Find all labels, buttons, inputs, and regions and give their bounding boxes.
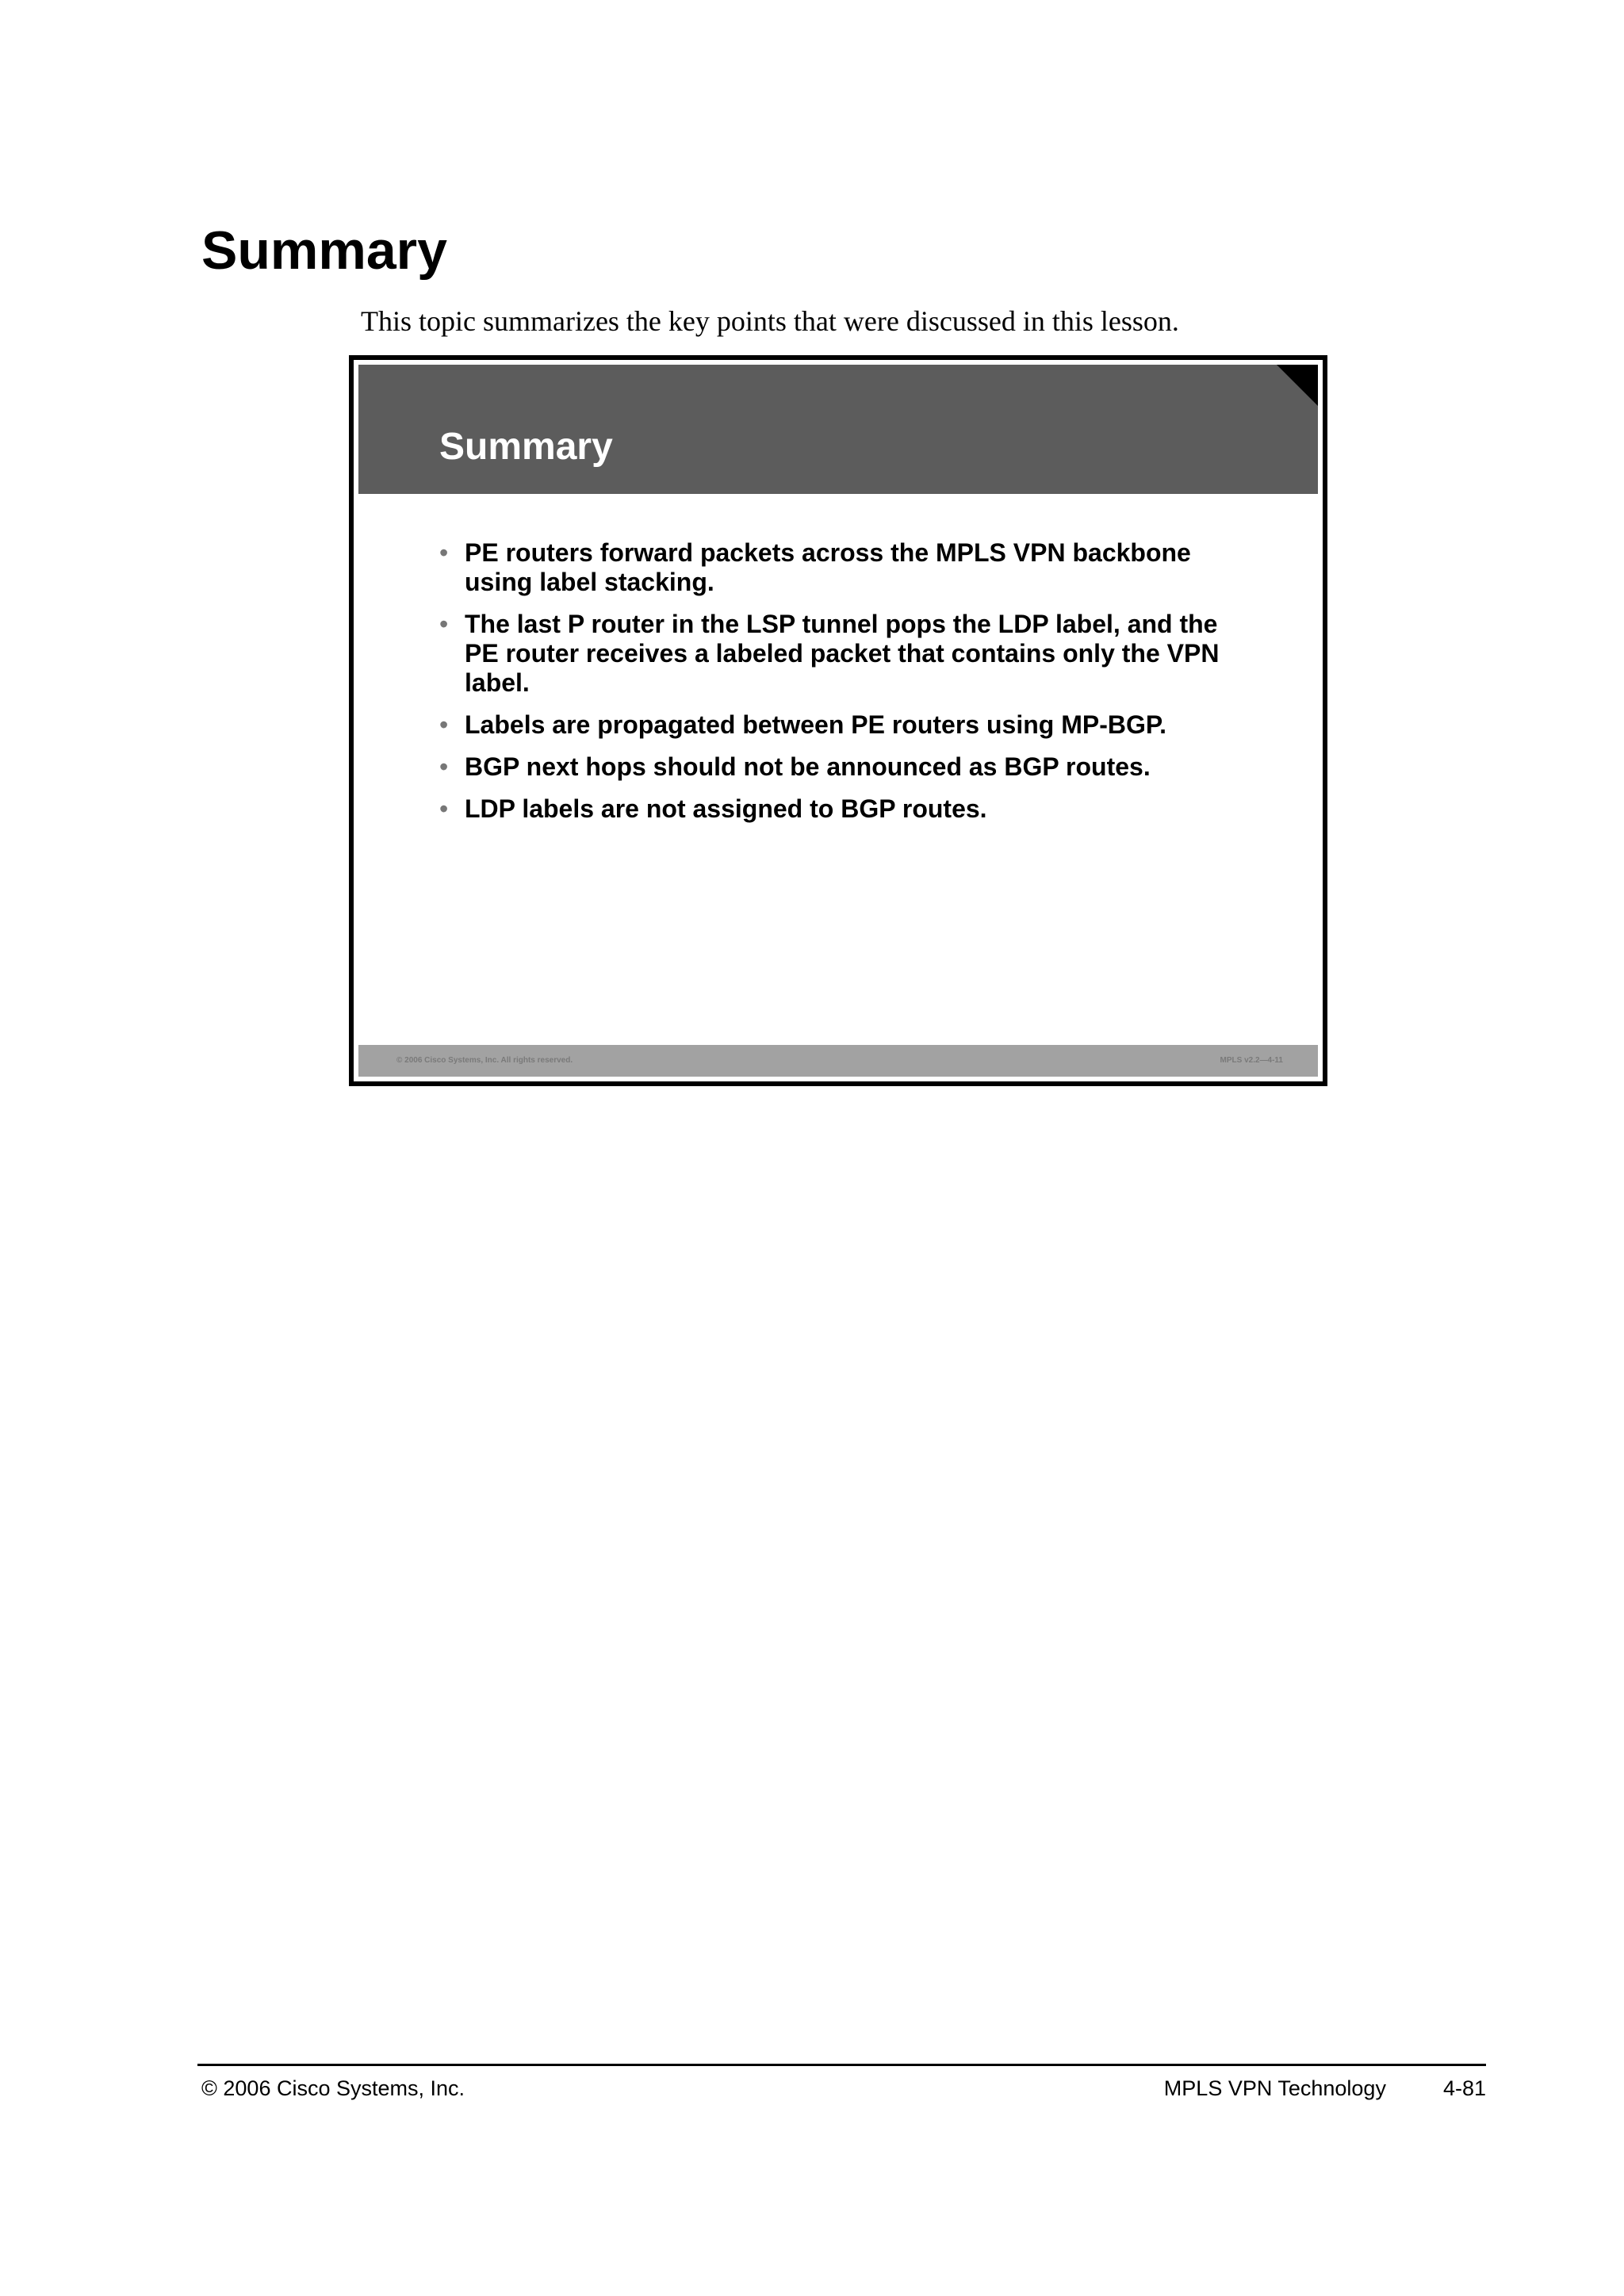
slide-title: Summary: [439, 426, 613, 468]
footer-right-group: [1164, 2076, 1486, 2101]
bullet-item: [439, 710, 1248, 740]
slide-header: [358, 365, 1318, 494]
page-number: 4-81: [1442, 2076, 1486, 2100]
bullet-text: The last P router in the LSP tunnel pops the LDP label, and the PE router receives a labeled packet that contains only the VPN label.: [465, 610, 1220, 697]
slide-code: MPLS v2.2—4-11: [1220, 1056, 1283, 1065]
bullet-icon: •: [439, 538, 449, 567]
corner-triangle-icon: [1277, 365, 1318, 406]
bullet-item: [439, 538, 1248, 597]
intro-text: This topic summarizes the key points that were discussed in this lesson.: [361, 305, 1179, 337]
bullet-text: BGP next hops should not be announced as BGP routes.: [465, 752, 1151, 781]
bullet-text: PE routers forward packets across the MPLS VPN backbone using label stacking.: [465, 538, 1191, 596]
bullet-text: Labels are propagated between PE routers using MP-BGP.: [465, 710, 1166, 739]
page-title: Summary: [201, 220, 447, 281]
slide-copyright: © 2006 Cisco Systems, Inc. All rights reserved.: [396, 1056, 573, 1065]
bullet-item: [439, 794, 1248, 824]
bullet-icon: •: [439, 610, 449, 638]
bullet-icon: •: [439, 794, 449, 823]
slide-image: [349, 355, 1327, 1086]
bullet-item: [439, 610, 1248, 698]
footer-divider: [197, 2064, 1486, 2066]
bullet-text: LDP labels are not assigned to BGP routes.: [465, 794, 987, 823]
bullet-icon: •: [439, 710, 449, 739]
footer-copyright: © 2006 Cisco Systems, Inc.: [201, 2076, 465, 2100]
bullet-list: [439, 538, 1248, 836]
footer-course-title: MPLS VPN Technology: [1163, 2076, 1386, 2100]
bullet-item: [439, 752, 1248, 782]
bullet-icon: •: [439, 752, 449, 781]
slide-footer: [358, 1045, 1318, 1077]
